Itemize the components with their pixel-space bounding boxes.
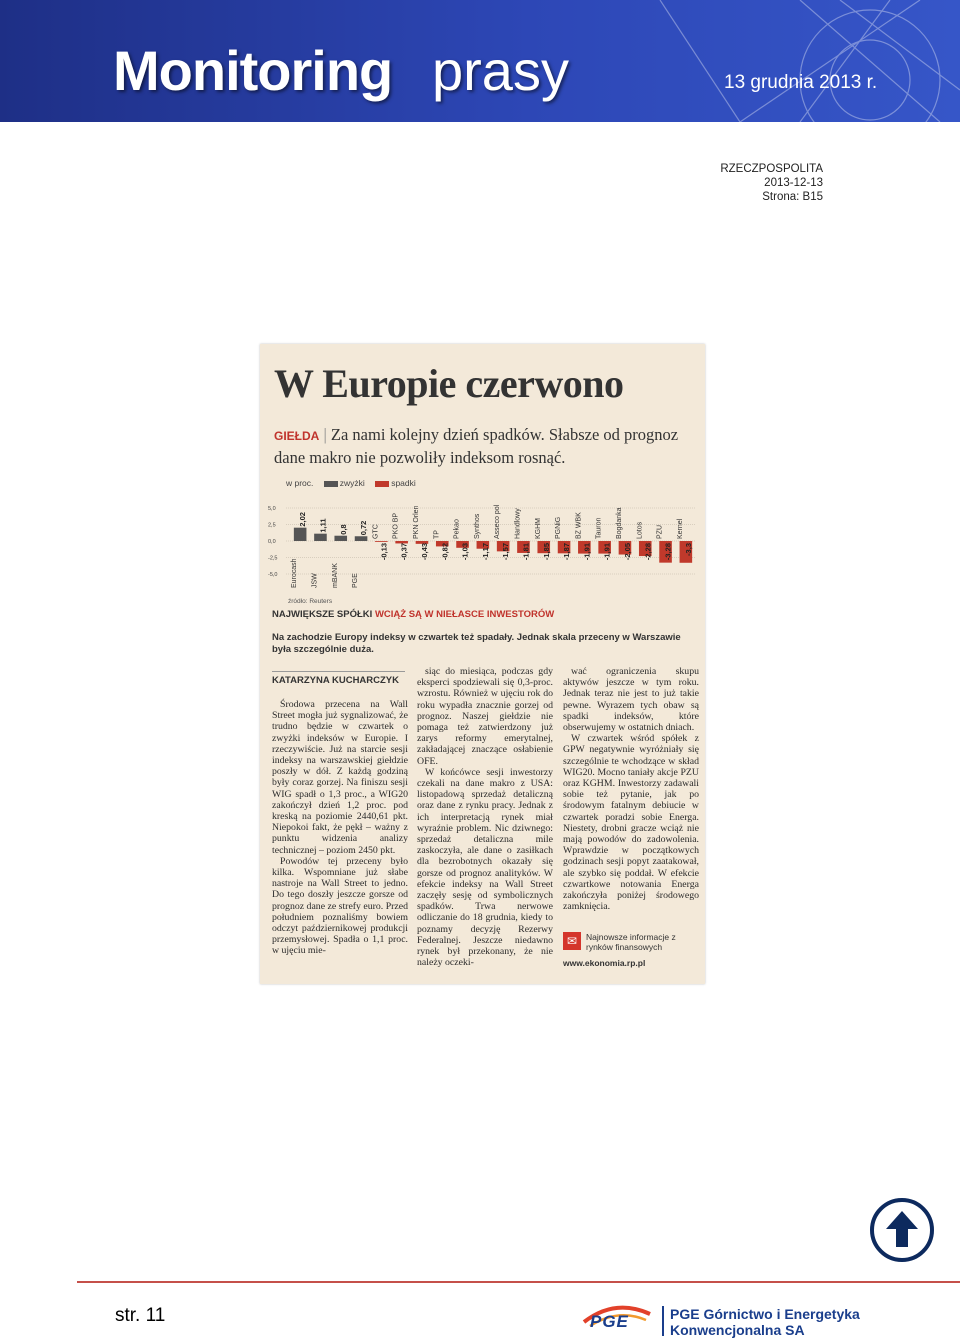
mail-icon: ✉ [563, 932, 581, 950]
data-label: -1,85 [541, 543, 551, 561]
promo-url: www.ekonomia.rp.pl [563, 958, 646, 968]
category-label: Asseco pol [494, 504, 502, 539]
header-title-suffix: prasy [432, 39, 569, 102]
bar [355, 536, 368, 541]
company-line-1: PGE Górnictwo i Energetyka [670, 1306, 860, 1322]
bar [294, 528, 307, 541]
category-label: PGE [352, 573, 360, 588]
data-label: -1,17 [480, 543, 490, 561]
category-label: Lotos [636, 521, 644, 539]
data-label: -3,28 [663, 543, 673, 561]
promo-text: Najnowsze informacje z rynków finansowych [586, 932, 676, 952]
data-label: -3,3 [683, 543, 693, 556]
category-label: PKO BP [392, 512, 400, 539]
scroll-top-button[interactable] [869, 1197, 935, 1263]
category-label: Eurocash [291, 558, 299, 588]
data-label: -0,82 [440, 543, 450, 561]
category-label: PZU [656, 525, 664, 539]
y-tick-label: 5,0 [268, 506, 276, 512]
source-publication: RZECZPOSPOLITA [720, 163, 823, 175]
paragraph: wać ograniczenia skupu aktywów jeszcze w tym roku. Jednak teraz nie jest to już takie pewne. Wyrazem tych obaw są spadki indeksów, które obserwujemy w ostatnich dniach. [563, 666, 699, 734]
pge-logo-text: PGE [590, 1312, 629, 1331]
source-page: Strona: B15 [762, 191, 823, 203]
article-lead-text: Za nami kolejny dzień spadków. Słabsze od prognoz dane makro nie pozwoliły indeksom rosnąć. [274, 425, 679, 467]
header-title: Monitoring [113, 39, 393, 102]
y-tick-label: 0,0 [268, 539, 276, 545]
bar [334, 536, 347, 541]
data-label: -0,37 [399, 543, 409, 561]
category-label: Tauron [595, 517, 603, 539]
legend-rise [324, 478, 365, 488]
category-label: PGNiG [555, 516, 563, 539]
promo-box [563, 932, 699, 968]
source-info [720, 162, 823, 204]
header-date: 13 grudnia 2013 r. [724, 72, 878, 93]
legend-rise-label: zwyżki [339, 478, 365, 488]
paragraph: W czwartek wśród spółek z GPW negatywnie wyróżniały się szczególnie te wchodzące w skład WIG20. Mocno taniały akcje PZU oraz KGHM. Inwestorzy zadawali sobie też pytanie, jak po środowym fatalnym debiucie w czwartek poradzi sobie Energa. Niestety, drobni gracze wciąż nie mają powodów do zadowolenia. Wprawdzie w początkowych godzinach sesji popyt zaatakował, ale szybko się poddał. W efekcie czwartkowe notowania Energa zakończyła poniżej środowego zamknięcia. [563, 733, 699, 913]
category-label: Bogdanka [615, 507, 623, 539]
legend-unit: w proc. [286, 478, 314, 488]
source-date: 2013-12-13 [764, 177, 823, 189]
footer-divider [77, 1281, 960, 1283]
byline-divider [272, 671, 405, 672]
data-label: -1,81 [521, 543, 531, 561]
category-label: PKN Orlen [412, 505, 420, 539]
y-tick-label: -2,5 [268, 555, 278, 562]
data-label: -0,43 [419, 543, 429, 561]
category-label: TP [433, 530, 441, 539]
article-column-1 [272, 699, 408, 957]
paragraph: siąc do miesiąca, podczas gdy eksperci spodziewali się 0,3-proc. wzrostu. Również w ujęciu rok do roku wypadła znacznie gorzej od prognoz. Naszej giełdzie nie pomaga też zatwierdzony już zarys reformy emerytalnej, zakładającej znaczące osłabienie OFE. [417, 666, 553, 767]
article-column-2 [417, 666, 553, 968]
data-label: -1,57 [501, 543, 511, 561]
bar [375, 541, 388, 542]
data-label: 0,8 [338, 524, 348, 535]
category-label: GTC [372, 524, 380, 539]
data-label: -1,91 [582, 543, 592, 561]
article-headline: W Europie czerwono [274, 361, 624, 406]
legend-fall [375, 478, 416, 488]
data-label: -0,13 [379, 543, 389, 561]
page-number: str. 11 [115, 1305, 166, 1326]
paragraph: Powodów tej przeceny było kilka. Wspomniane już słabe nastroje na Wall Street to jedno. Do tego doszły jeszcze gorsze od prognoz dane ze strefy euro. Przed południem poznaliśmy bowiem odczyt październikowej produkcji przemysłowej. Spadła o 1,1 proc. w ujęciu mie- [272, 855, 409, 957]
data-label: -1,03 [460, 543, 470, 561]
data-label: -2,28 [643, 543, 653, 561]
header-decoration-icon [540, 0, 960, 122]
y-tick-label: 2,5 [268, 522, 276, 529]
paragraph: W końcówce sesji inwestorzy czekali na dane makro z USA: listopadową sprzedaż detaliczną oraz dane z rynku pracy. Jednak z ich interpretacją rynek miał wyraźnie problem. Nic dziwnego: sprzedaż detaliczna mile zaskoczyła, ale dane o zasiłkach dla bezrobotnych okazały się gorsze od prognoz analityków. W efekcie indeksy na Wall Street zaczęły sesję od symbolicznych spadków. Trwa nerwowe odliczanie do 18 grudnia, kiedy to poznamy decyzję Rezerwy Federalnej. Jeszcze niedawno rynek był przekonany, że nie należy oczeki- [417, 766, 553, 969]
page-header [0, 0, 960, 122]
data-label: 0,72 [359, 520, 369, 536]
article-rubric: GIEŁDA [274, 429, 320, 443]
data-label: 1,11 [318, 518, 328, 533]
data-label: 2,02 [298, 512, 308, 527]
category-label: Kernel [676, 518, 684, 539]
chart-legend [286, 478, 424, 488]
legend-fall-label: spadki [391, 478, 416, 488]
category-label: Pekao [453, 519, 461, 539]
article-author: KATARZYNA KUCHARCZYK [272, 675, 400, 686]
kicker-part-b: WCIĄŻ SĄ W NIEŁASCE INWESTORÓW [374, 609, 555, 620]
kicker-part-a: NAJWIĘKSZE SPÓŁKI [272, 609, 373, 620]
category-label: JSW [311, 573, 319, 588]
data-label: -2,05 [622, 543, 632, 561]
paragraph: Środowa przecena na Wall Street mogła już sygnalizować, że trudno będzie w czwartek o zwyżki indeksów w Europie. I rzeczywiście. Już na starcie sesji indeksy na warszawskiej giełdzie poszły w dół. Z każdą godziną były coraz gorzej. Na finiszu sesji WIG spadł o 1,3 proc., a WIG20 zakończył dzień 1,2 proc. pod kreską na poziomie 2440,61 pkt. Niepokoi fakt, że pękł – ważny z punktu widzenia analizy technicznej – poziom 2450 pkt. [272, 699, 408, 856]
logo-divider [662, 1306, 664, 1336]
category-label: KGHM [534, 518, 542, 539]
category-label: BZ WBK [575, 512, 583, 539]
category-label: Synthos [473, 513, 481, 539]
category-label: Handlowy [514, 508, 522, 539]
stock-bar-chart [264, 494, 700, 598]
article-lead: GIEŁDA | Za nami kolejny dzień spadków. Słabsze od prognoz dane makro nie pozwoliły indeksom rosnąć. [274, 425, 679, 467]
y-tick-label: -5,0 [268, 572, 278, 578]
article-column-3 [563, 666, 699, 912]
press-clipping [260, 344, 705, 984]
chart-source: źródło: Reuters [288, 598, 333, 605]
article-kicker [272, 609, 554, 620]
bar [314, 534, 327, 541]
article-subhead: Na zachodzie Europy indeksy w czwartek też spadały. Jednak skala przeceny w Warszawie była szczególnie duża. [272, 632, 681, 655]
category-label: mBANK [331, 563, 339, 588]
data-label: -1,87 [562, 543, 572, 561]
company-line-2: Konwencjonalna SA [670, 1322, 805, 1338]
data-label: -1,91 [602, 543, 612, 561]
company-name [670, 1306, 860, 1338]
